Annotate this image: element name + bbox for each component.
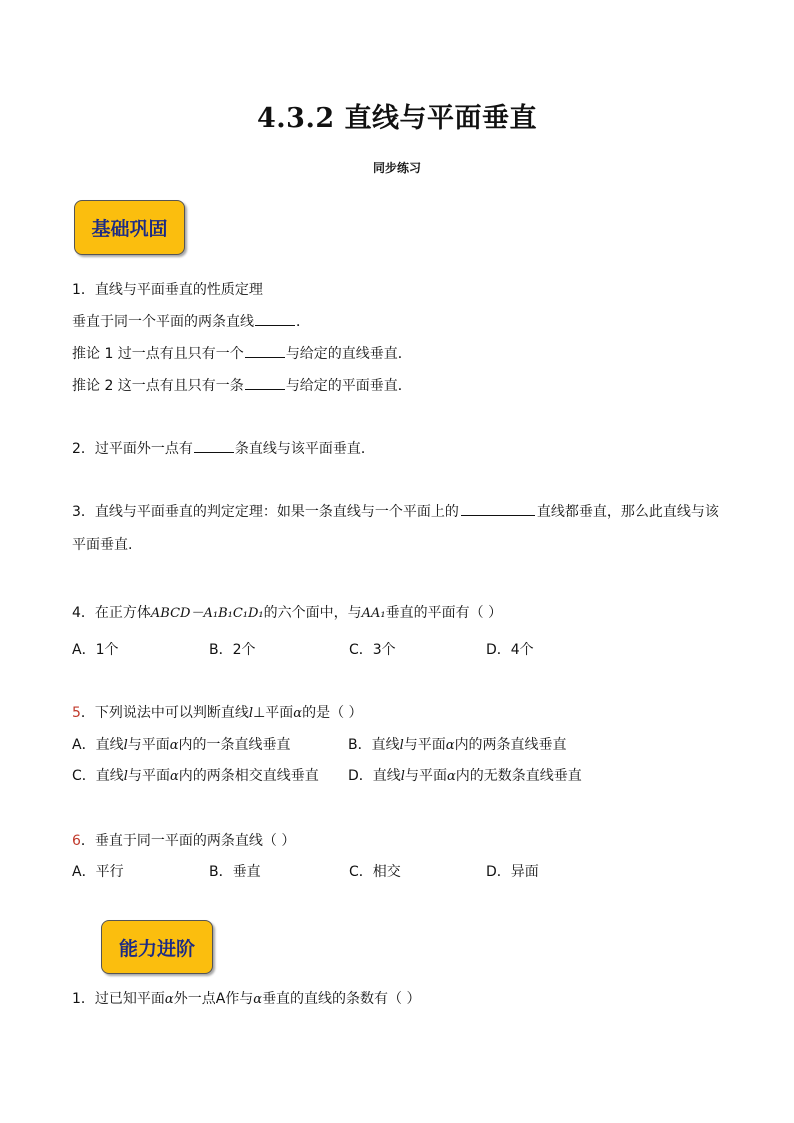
q5-text-2: 平面 [265, 705, 294, 721]
q4-option-d[interactable]: D．4个 [486, 642, 534, 658]
q1-line1: 1．直线与平面垂直的性质定理 [72, 282, 263, 298]
q5-option-d-mid: 与平面 [404, 768, 447, 784]
q4-option-c[interactable]: C．3个 [349, 642, 396, 658]
q4-text: 4．在正方体 [72, 605, 151, 621]
math-alpha: α [446, 769, 456, 784]
q5-option-c-mid: 与平面 [127, 768, 170, 784]
p1 [72, 990, 421, 1009]
page-subtitle: 同步练习 [372, 161, 421, 175]
q6-option-c[interactable]: C．相交 [349, 864, 401, 880]
answer-blank[interactable] [461, 503, 535, 516]
math-alpha: α [293, 706, 303, 721]
q1-line2-end: ． [296, 314, 310, 330]
math-alpha: α [164, 992, 174, 1007]
q5 [72, 704, 363, 723]
q4 [72, 604, 502, 623]
p1-text: 1．过已知平面 [72, 991, 165, 1007]
q5-option-a[interactable] [72, 736, 291, 755]
q3-text: 3．直线与平面垂直的判定定理：如果一条直线与一个平面上的 [72, 504, 459, 520]
q4-option-a[interactable]: A．1个 [72, 642, 119, 658]
q4-option-b[interactable]: B．2个 [209, 642, 256, 658]
q4-edge-name: AA₁ [361, 606, 386, 621]
q6 [72, 832, 295, 850]
math-alpha: α [169, 738, 179, 753]
q6-option-a[interactable]: A．平行 [72, 864, 124, 880]
q1-line2-text: 垂直于同一个平面的两条直线 [72, 314, 254, 330]
q4-text-3: 垂直的平面有（ ） [385, 605, 503, 621]
q6-text: ．垂直于同一平面的两条直线（ ） [80, 833, 296, 849]
q3-line1 [72, 503, 719, 521]
answer-blank[interactable] [245, 377, 285, 390]
q5-text-3: 的是（ ） [302, 705, 363, 721]
q5-option-c[interactable] [72, 767, 319, 786]
q6-number: 6 [72, 833, 81, 849]
q2-end: 条直线与该平面垂直． [234, 441, 375, 457]
q3-line2: 平面垂直. [72, 537, 133, 553]
q5-option-d-end: 内的无数条直线垂直 [455, 768, 582, 784]
q1-line2 [72, 313, 310, 331]
q5-option-b[interactable] [348, 736, 567, 755]
q2-text: 2．过平面外一点有 [72, 441, 193, 457]
p1-text-3: 垂直的直线的条数有（ ） [262, 991, 421, 1007]
q6-option-b[interactable]: B．垂直 [209, 864, 261, 880]
q5-option-b-mid: 与平面 [403, 737, 446, 753]
q1-line3 [72, 345, 412, 363]
q5-option-d[interactable] [348, 767, 582, 786]
q5-option-d-label: D．直线 [348, 768, 401, 784]
q2 [72, 440, 375, 458]
q4-cube-name: ABCD－A₁B₁C₁D₁ [150, 606, 264, 621]
answer-blank[interactable] [255, 313, 295, 326]
answer-blank[interactable] [245, 345, 285, 358]
q5-text: ．下列说法中可以判断直线 [80, 705, 249, 721]
q5-option-b-end: 内的两条直线垂直 [454, 737, 567, 753]
math-l: l [400, 769, 405, 784]
math-alpha: α [169, 769, 179, 784]
q5-number: 5 [72, 705, 81, 721]
math-alpha: α [445, 738, 455, 753]
perp-symbol: ⊥ [253, 705, 266, 721]
math-l: l [123, 738, 128, 753]
answer-blank[interactable] [194, 440, 234, 453]
math-l: l [248, 706, 254, 721]
math-alpha: α [253, 992, 263, 1007]
q1-line3-text: 推论 1 过一点有且只有一个 [72, 346, 244, 362]
q5-option-c-end: 内的两条相交直线垂直 [178, 768, 319, 784]
section-badge-advanced: 能力进阶 [101, 920, 213, 974]
q5-option-a-end: 内的一条直线垂直 [178, 737, 291, 753]
math-l: l [399, 738, 404, 753]
q4-text-2: 的六个面中，与 [263, 605, 362, 621]
q5-option-a-label: A．直线 [72, 737, 124, 753]
q5-option-a-mid: 与平面 [127, 737, 170, 753]
q5-option-c-label: C．直线 [72, 768, 124, 784]
math-l: l [123, 769, 128, 784]
section-badge-basics: 基础巩固 [74, 200, 185, 255]
q6-option-d[interactable]: D．异面 [486, 864, 539, 880]
q3-text-2: 直线都垂直，那么此直线与该 [536, 504, 719, 520]
p1-text-2: 外一点A作与 [173, 991, 254, 1007]
q1-line4 [72, 377, 412, 395]
q1-line3-end: 与给定的直线垂直． [285, 346, 412, 362]
q5-option-b-label: B．直线 [348, 737, 400, 753]
page-title: 4.3.2 直线与平面垂直 [256, 103, 538, 134]
q1-line4-end: 与给定的平面垂直． [285, 378, 412, 394]
q1-line4-text: 推论 2 这一点有且只有一条 [72, 378, 244, 394]
